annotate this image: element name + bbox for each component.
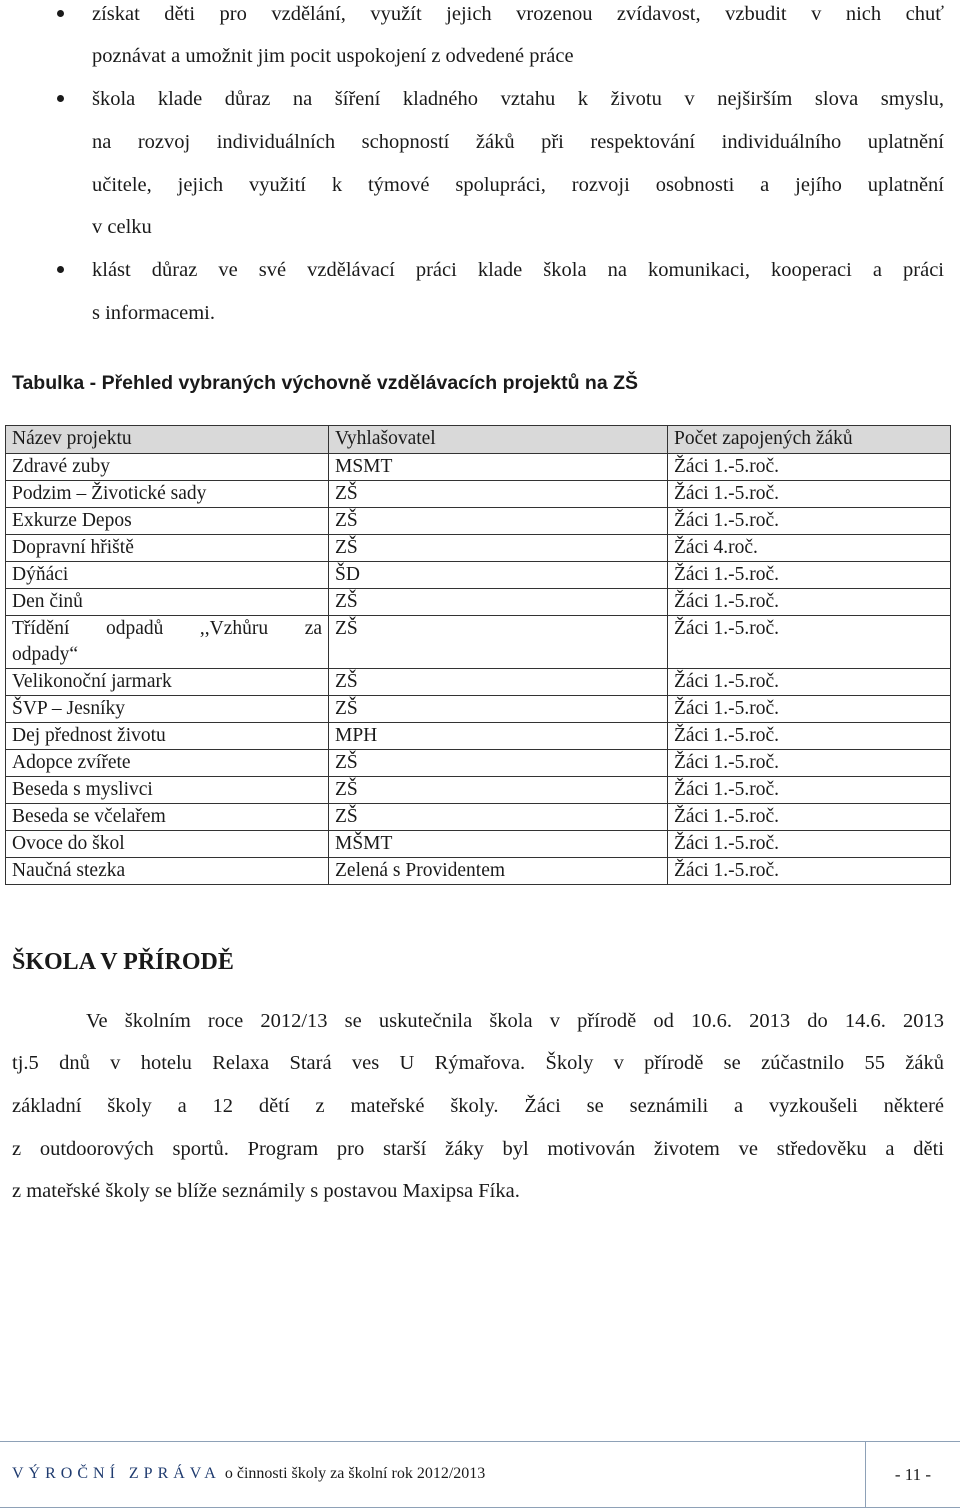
table-cell: Žáci 1.-5.roč. bbox=[668, 481, 951, 508]
footer-report-title: VÝROČNÍ ZPRÁVA bbox=[12, 1465, 221, 1482]
table-cell: Dýňáci bbox=[6, 562, 329, 589]
table-cell: Zelená s Providentem bbox=[329, 858, 668, 885]
table-row bbox=[6, 616, 951, 669]
table-cell: MŠMT bbox=[329, 831, 668, 858]
table-cell: MSMT bbox=[329, 454, 668, 481]
table-cell: ZŠ bbox=[329, 804, 668, 831]
page-footer bbox=[0, 1441, 960, 1509]
list-item-line: škola klade důraz na šíření kladného vztahu k životu v nejširším slova smyslu, bbox=[92, 88, 944, 110]
table-cell: ZŠ bbox=[329, 750, 668, 777]
table-cell: Žáci 4.roč. bbox=[668, 535, 951, 562]
table-cell: ZŠ bbox=[329, 535, 668, 562]
list-item-line: s informacemi. bbox=[92, 302, 215, 324]
table-cell-line: odpady“ bbox=[12, 644, 79, 665]
column-header: Vyhlašovatel bbox=[329, 426, 668, 454]
footer-divider bbox=[0, 1507, 960, 1508]
list-item-line: klást důraz ve své vzdělávací práci klade škola na komunikaci, kooperaci a práci bbox=[92, 259, 944, 281]
table-cell: Velikonoční jarmark bbox=[6, 669, 329, 696]
table-cell: ZŠ bbox=[329, 508, 668, 535]
table-cell: ZŠ bbox=[329, 589, 668, 616]
table-title: Tabulka - Přehled vybraných výchovně vzdělávacích projektů na ZŠ bbox=[12, 372, 639, 394]
table-cell: Žáci 1.-5.roč. bbox=[668, 804, 951, 831]
table-cell: Žáci 1.-5.roč. bbox=[668, 562, 951, 589]
bullet-icon bbox=[57, 10, 64, 17]
table-cell: Žáci 1.-5.roč. bbox=[668, 831, 951, 858]
paragraph-line: tj.5 dnů v hotelu Relaxa Stará ves U Rýmařova. Školy v přírodě se zúčastnilo 55 žáků bbox=[12, 1052, 944, 1074]
table-cell: Žáci 1.-5.roč. bbox=[668, 858, 951, 885]
paragraph-line: z outdoorových sportů. Program pro starší žáky byl motivován životem ve středověku a děti bbox=[12, 1138, 944, 1160]
table-row bbox=[6, 777, 951, 804]
table-cell: Den činů bbox=[6, 589, 329, 616]
table-cell: ZŠ bbox=[329, 696, 668, 723]
table-cell: Dej přednost životu bbox=[6, 723, 329, 750]
list-item-line: učitele, jejich využití k týmové spolupráci, rozvoji osobnosti a jejího uplatnění bbox=[92, 174, 944, 196]
table-header-row bbox=[6, 426, 951, 454]
table-row bbox=[6, 508, 951, 535]
footer-text bbox=[12, 1465, 485, 1483]
paragraph-line: základní školy a 12 dětí z mateřské školy. Žáci se seznámili a vyzkoušeli některé bbox=[12, 1095, 944, 1117]
table-cell: Beseda se včelařem bbox=[6, 804, 329, 831]
table-cell: ZŠ bbox=[329, 616, 668, 669]
paragraph-line: z mateřské školy se blíže seznámily s postavou Maxipsa Fíka. bbox=[12, 1180, 520, 1202]
table-cell: Žáci 1.-5.roč. bbox=[668, 669, 951, 696]
page-number: - 11 - bbox=[894, 1465, 932, 1484]
table-cell: Žáci 1.-5.roč. bbox=[668, 454, 951, 481]
projects-table bbox=[5, 425, 951, 885]
table-cell: Žáci 1.-5.roč. bbox=[668, 750, 951, 777]
section-heading: ŠKOLA V PŘÍRODĚ bbox=[12, 949, 234, 975]
bullet-icon bbox=[57, 95, 64, 102]
column-header: Počet zapojených žáků bbox=[668, 426, 951, 454]
table-row bbox=[6, 454, 951, 481]
bullet-icon bbox=[57, 266, 64, 273]
table-row bbox=[6, 562, 951, 589]
table-cell: ZŠ bbox=[329, 481, 668, 508]
table-cell: Beseda s myslivci bbox=[6, 777, 329, 804]
paragraph-line: Ve školním roce 2012/13 se uskutečnila škola v přírodě od 10.6. 2013 do 14.6. 2013 bbox=[86, 1010, 944, 1032]
column-header: Název projektu bbox=[6, 426, 329, 454]
table-row bbox=[6, 669, 951, 696]
table-row bbox=[6, 589, 951, 616]
table-cell: ZŠ bbox=[329, 669, 668, 696]
table-cell: ŠD bbox=[329, 562, 668, 589]
table-row bbox=[6, 481, 951, 508]
footer-divider bbox=[865, 1441, 866, 1508]
table-cell bbox=[6, 616, 329, 669]
list-item-line: získat děti pro vzdělání, využít jejich vrozenou zvídavost, vzbudit v nich chuť bbox=[92, 3, 944, 25]
table-cell: Žáci 1.-5.roč. bbox=[668, 696, 951, 723]
table-cell: Ovoce do škol bbox=[6, 831, 329, 858]
list-item-line: poznávat a umožnit jim pocit uspokojení z odvedené práce bbox=[92, 45, 574, 67]
table-cell-line: Třídění odpadů ,,Vzhůru za bbox=[12, 618, 322, 639]
table-cell: Adopce zvířete bbox=[6, 750, 329, 777]
table-cell: Naučná stezka bbox=[6, 858, 329, 885]
table-row bbox=[6, 696, 951, 723]
table-row bbox=[6, 535, 951, 562]
table-row bbox=[6, 858, 951, 885]
table-row bbox=[6, 804, 951, 831]
table-cell: MPH bbox=[329, 723, 668, 750]
table-cell: Zdravé zuby bbox=[6, 454, 329, 481]
footer-subtitle: o činnosti školy za školní rok 2012/2013 bbox=[224, 1465, 486, 1482]
table-cell: Žáci 1.-5.roč. bbox=[668, 589, 951, 616]
table-cell: Žáci 1.-5.roč. bbox=[668, 723, 951, 750]
table-cell: Exkurze Depos bbox=[6, 508, 329, 535]
table-cell: Podzim – Životické sady bbox=[6, 481, 329, 508]
table-cell: Dopravní hřiště bbox=[6, 535, 329, 562]
table-cell: ZŠ bbox=[329, 777, 668, 804]
table-cell: ŠVP – Jesníky bbox=[6, 696, 329, 723]
list-item-line: v celku bbox=[92, 216, 152, 238]
table-row bbox=[6, 831, 951, 858]
table-cell: Žáci 1.-5.roč. bbox=[668, 508, 951, 535]
footer-divider bbox=[0, 1441, 960, 1442]
list-item-line: na rozvoj individuálních schopností žáků při respektování individuálního uplatnění bbox=[92, 131, 944, 153]
table-row bbox=[6, 750, 951, 777]
table-row bbox=[6, 723, 951, 750]
table-cell: Žáci 1.-5.roč. bbox=[668, 777, 951, 804]
table-cell: Žáci 1.-5.roč. bbox=[668, 616, 951, 669]
